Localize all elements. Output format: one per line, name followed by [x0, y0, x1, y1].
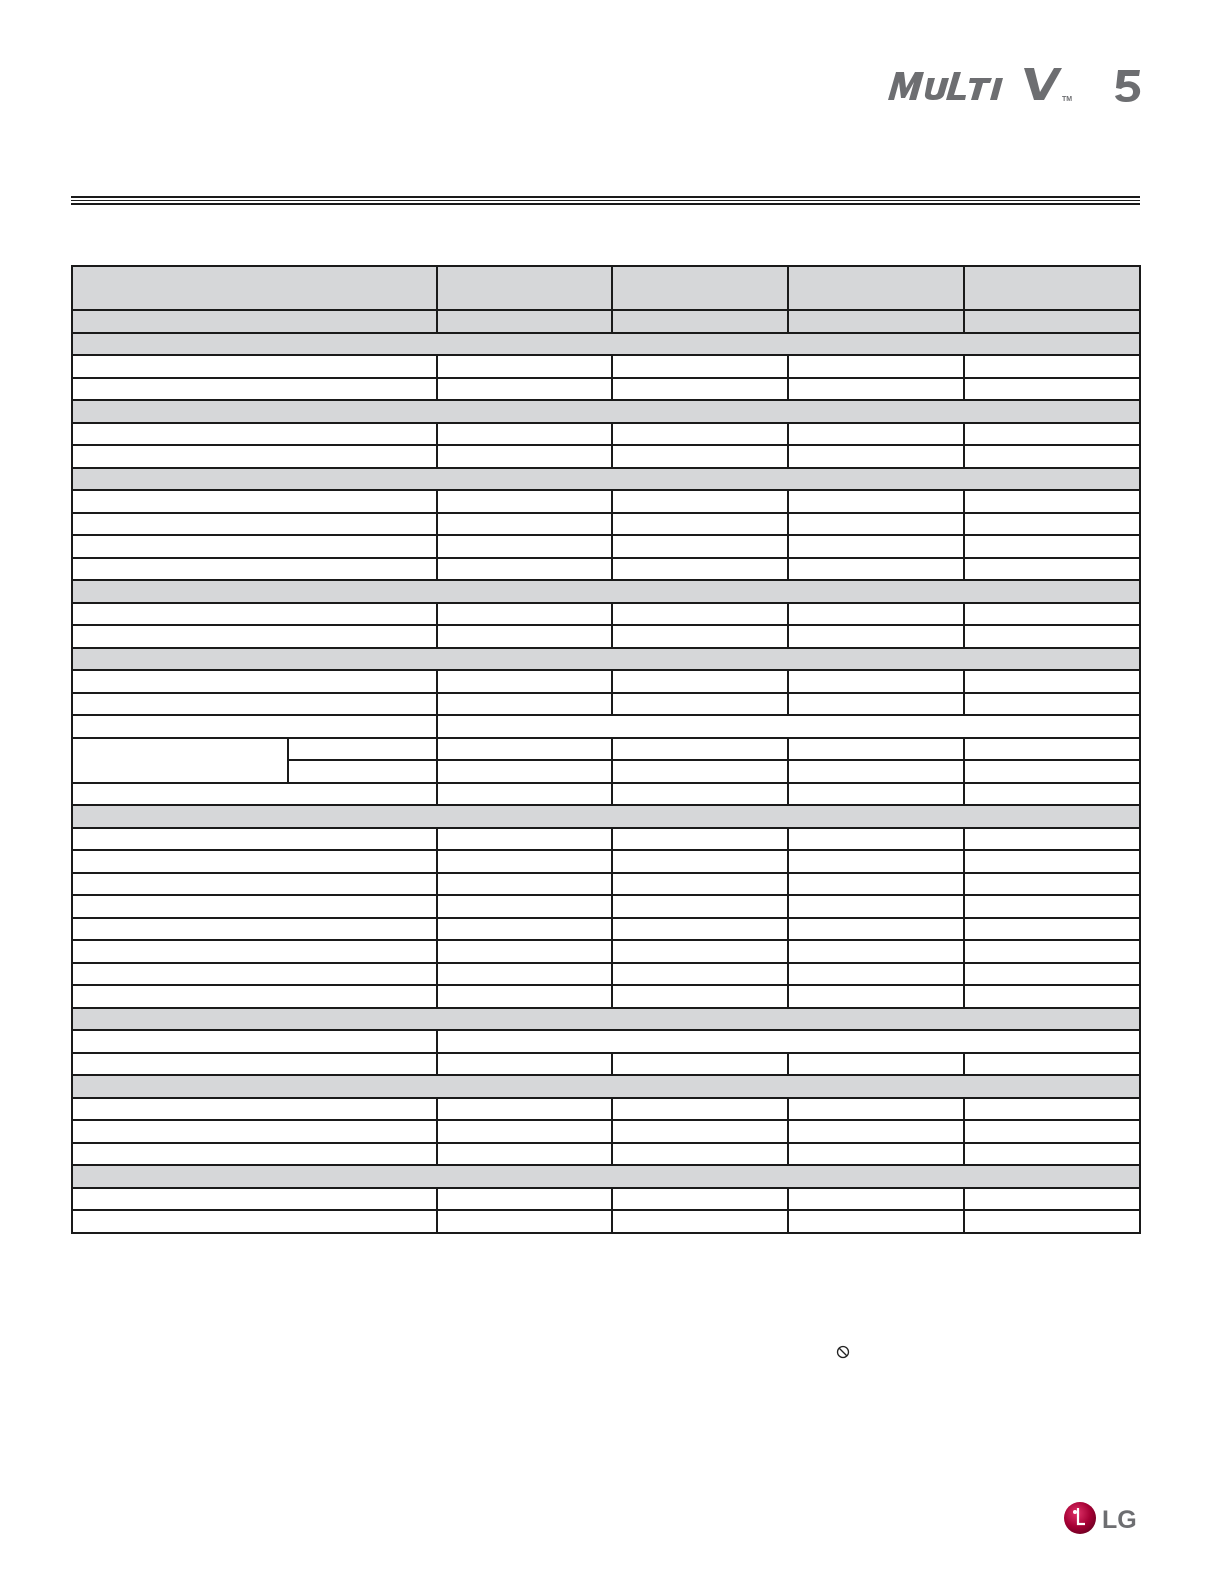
table-cell — [72, 940, 437, 963]
table-cell — [72, 1188, 437, 1211]
table-cell — [437, 513, 612, 536]
table-cell — [612, 1210, 788, 1233]
table-cell — [788, 490, 964, 513]
table-cell — [788, 445, 964, 468]
table-cell — [437, 1120, 612, 1143]
table-cell — [437, 490, 612, 513]
table-cell — [72, 355, 437, 378]
table-cell — [72, 310, 437, 333]
table-cell — [788, 310, 964, 333]
table-cell — [612, 850, 788, 873]
table-cell — [612, 1053, 788, 1076]
table-cell — [964, 558, 1140, 581]
table-row — [72, 1210, 1140, 1233]
table-row — [72, 693, 1140, 716]
table-cell — [964, 1143, 1140, 1166]
table-cell — [788, 895, 964, 918]
table-row — [72, 625, 1140, 648]
table-row — [72, 918, 1140, 941]
table-cell — [72, 625, 437, 648]
table-cell — [964, 895, 1140, 918]
table-cell — [72, 828, 437, 851]
table-row — [72, 355, 1140, 378]
table-cell — [788, 1053, 964, 1076]
table-cell — [437, 1210, 612, 1233]
table-cell — [788, 760, 964, 783]
table-cell — [612, 670, 788, 693]
table-section-header — [72, 400, 1140, 423]
table-cell — [612, 490, 788, 513]
header-cell-model-1 — [437, 266, 612, 310]
table-cell — [72, 423, 437, 446]
table-row — [72, 850, 1140, 873]
table-cell — [788, 783, 964, 806]
table-cell — [788, 828, 964, 851]
table-row — [72, 963, 1140, 986]
table-cell — [612, 693, 788, 716]
specification-table-body — [72, 266, 1140, 1233]
table-cell — [964, 693, 1140, 716]
table-section-header — [72, 333, 1140, 356]
header-rule-top — [71, 196, 1140, 198]
table-cell — [612, 963, 788, 986]
table-cell — [437, 603, 612, 626]
table-row-merged — [72, 715, 1140, 738]
table-cell — [964, 490, 1140, 513]
table-cell — [788, 603, 964, 626]
table-row — [72, 603, 1140, 626]
table-cell — [72, 1120, 437, 1143]
table-section-header — [72, 1008, 1140, 1031]
table-cell — [612, 625, 788, 648]
table-cell — [72, 1143, 437, 1166]
table-cell — [72, 400, 1140, 423]
table-cell — [788, 1210, 964, 1233]
lg-logo — [1062, 1500, 1146, 1536]
table-cell — [437, 670, 612, 693]
header-cell-model-2 — [612, 266, 788, 310]
table-section-header — [72, 1075, 1140, 1098]
table-cell — [72, 805, 1140, 828]
table-cell — [788, 535, 964, 558]
table-cell — [437, 985, 612, 1008]
table-cell — [612, 828, 788, 851]
table-cell — [72, 1053, 437, 1076]
table-cell — [288, 738, 437, 761]
table-cell — [612, 1120, 788, 1143]
table-cell — [788, 423, 964, 446]
table-cell — [72, 1165, 1140, 1188]
table-cell — [964, 423, 1140, 446]
table-cell — [437, 693, 612, 716]
table-cell — [964, 1188, 1140, 1211]
table-cell — [72, 490, 437, 513]
table-cell — [72, 648, 1140, 671]
table-cell — [72, 985, 437, 1008]
table-row — [72, 490, 1140, 513]
table-row — [72, 940, 1140, 963]
table-row-merged — [72, 1030, 1140, 1053]
table-cell — [72, 468, 1140, 491]
table-cell — [437, 355, 612, 378]
table-cell — [437, 918, 612, 941]
table-cell — [612, 873, 788, 896]
table-cell — [612, 738, 788, 761]
table-cell — [964, 783, 1140, 806]
table-cell — [612, 355, 788, 378]
table-cell — [72, 693, 437, 716]
table-cell — [437, 738, 612, 761]
table-cell — [612, 310, 788, 333]
table-cell — [437, 1030, 1140, 1053]
table-row-model-info — [72, 310, 1140, 333]
table-cell — [612, 513, 788, 536]
table-cell — [612, 1143, 788, 1166]
table-cell — [964, 760, 1140, 783]
table-row — [72, 513, 1140, 536]
table-cell — [788, 738, 964, 761]
table-cell — [437, 1053, 612, 1076]
table-cell — [964, 985, 1140, 1008]
table-row — [72, 423, 1140, 446]
table-cell — [437, 378, 612, 401]
table-cell — [788, 918, 964, 941]
table-row — [72, 445, 1140, 468]
table-cell — [437, 850, 612, 873]
table-cell — [788, 670, 964, 693]
table-cell — [72, 918, 437, 941]
table-cell — [72, 850, 437, 873]
table-cell — [612, 760, 788, 783]
table-cell — [72, 895, 437, 918]
table-cell — [72, 873, 437, 896]
table-cell — [72, 1098, 437, 1121]
table-section-header — [72, 468, 1140, 491]
table-cell — [964, 873, 1140, 896]
table-cell — [437, 1188, 612, 1211]
table-row-split — [72, 738, 1140, 761]
table-row — [72, 783, 1140, 806]
table-cell — [72, 1030, 437, 1053]
table-cell — [437, 558, 612, 581]
table-cell — [437, 535, 612, 558]
table-cell — [72, 603, 437, 626]
table-cell — [788, 513, 964, 536]
table-cell — [612, 1098, 788, 1121]
table-cell — [788, 1120, 964, 1143]
table-cell — [612, 1188, 788, 1211]
table-cell — [612, 783, 788, 806]
table-header-row — [72, 266, 1140, 310]
table-cell — [964, 625, 1140, 648]
table-cell — [964, 355, 1140, 378]
table-row — [72, 985, 1140, 1008]
table-row — [72, 1143, 1140, 1166]
table-row — [72, 558, 1140, 581]
table-section-header — [72, 1165, 1140, 1188]
table-cell — [72, 580, 1140, 603]
table-cell — [964, 670, 1140, 693]
table-cell — [72, 670, 437, 693]
table-cell — [612, 603, 788, 626]
table-cell — [437, 445, 612, 468]
multi-v-5-logo — [884, 66, 1142, 106]
table-cell — [72, 963, 437, 986]
table-row — [72, 1098, 1140, 1121]
table-cell — [72, 1008, 1140, 1031]
table-cell — [964, 940, 1140, 963]
table-cell — [964, 918, 1140, 941]
table-cell — [72, 1210, 437, 1233]
table-cell — [72, 1075, 1140, 1098]
table-cell — [612, 895, 788, 918]
table-cell — [437, 895, 612, 918]
table-cell — [964, 963, 1140, 986]
table-cell — [437, 963, 612, 986]
table-cell — [964, 310, 1140, 333]
table-cell — [72, 558, 437, 581]
table-cell — [437, 828, 612, 851]
table-cell — [788, 963, 964, 986]
table-cell — [72, 333, 1140, 356]
table-cell — [612, 918, 788, 941]
table-cell — [612, 423, 788, 446]
table-cell — [288, 760, 437, 783]
table-cell — [964, 1053, 1140, 1076]
table-cell — [72, 513, 437, 536]
table-cell — [964, 445, 1140, 468]
table-row — [72, 378, 1140, 401]
table-cell — [437, 940, 612, 963]
table-row — [72, 1120, 1140, 1143]
svg-text:TM: TM — [1062, 96, 1073, 103]
table-cell — [437, 783, 612, 806]
table-cell — [964, 738, 1140, 761]
table-cell — [437, 715, 1140, 738]
table-row — [72, 1053, 1140, 1076]
table-cell — [612, 558, 788, 581]
table-cell — [788, 1098, 964, 1121]
table-cell — [437, 625, 612, 648]
table-cell — [788, 1143, 964, 1166]
table-cell — [788, 378, 964, 401]
table-cell — [612, 445, 788, 468]
table-cell — [788, 558, 964, 581]
table-cell — [72, 738, 288, 783]
table-row — [72, 1188, 1140, 1211]
table-cell — [964, 1210, 1140, 1233]
table-cell — [788, 850, 964, 873]
table-cell — [964, 535, 1140, 558]
table-cell — [72, 445, 437, 468]
table-cell — [788, 940, 964, 963]
diameter-symbol-icon — [835, 1344, 851, 1360]
table-cell — [612, 940, 788, 963]
table-row — [72, 535, 1140, 558]
header-rule-bottom — [71, 203, 1140, 205]
svg-text:LG: LG — [1102, 1506, 1137, 1534]
table-cell — [788, 355, 964, 378]
table-cell — [612, 535, 788, 558]
table-cell — [437, 423, 612, 446]
table-cell — [437, 1143, 612, 1166]
table-cell — [964, 828, 1140, 851]
header-rule-middle — [71, 200, 1140, 201]
table-cell — [964, 1120, 1140, 1143]
table-cell — [437, 1098, 612, 1121]
table-cell — [964, 603, 1140, 626]
table-cell — [72, 783, 437, 806]
table-cell — [72, 715, 437, 738]
table-cell — [788, 693, 964, 716]
table-section-header — [72, 580, 1140, 603]
table-cell — [964, 850, 1140, 873]
table-cell — [437, 873, 612, 896]
table-cell — [72, 378, 437, 401]
table-cell — [788, 873, 964, 896]
table-cell — [612, 985, 788, 1008]
table-cell — [964, 1098, 1140, 1121]
table-cell — [964, 513, 1140, 536]
table-cell — [437, 310, 612, 333]
header-cell-model-3 — [788, 266, 964, 310]
table-section-header — [72, 805, 1140, 828]
table-row — [72, 895, 1140, 918]
table-cell — [437, 760, 612, 783]
table-cell — [964, 378, 1140, 401]
table-cell — [788, 1188, 964, 1211]
header-cell-label — [72, 266, 437, 310]
table-cell — [788, 625, 964, 648]
table-section-header — [72, 648, 1140, 671]
table-cell — [788, 985, 964, 1008]
table-row — [72, 828, 1140, 851]
table-row — [72, 670, 1140, 693]
specification-table — [71, 265, 1141, 1234]
table-row — [72, 873, 1140, 896]
table-cell — [72, 535, 437, 558]
table-cell — [612, 378, 788, 401]
header-cell-model-4 — [964, 266, 1140, 310]
